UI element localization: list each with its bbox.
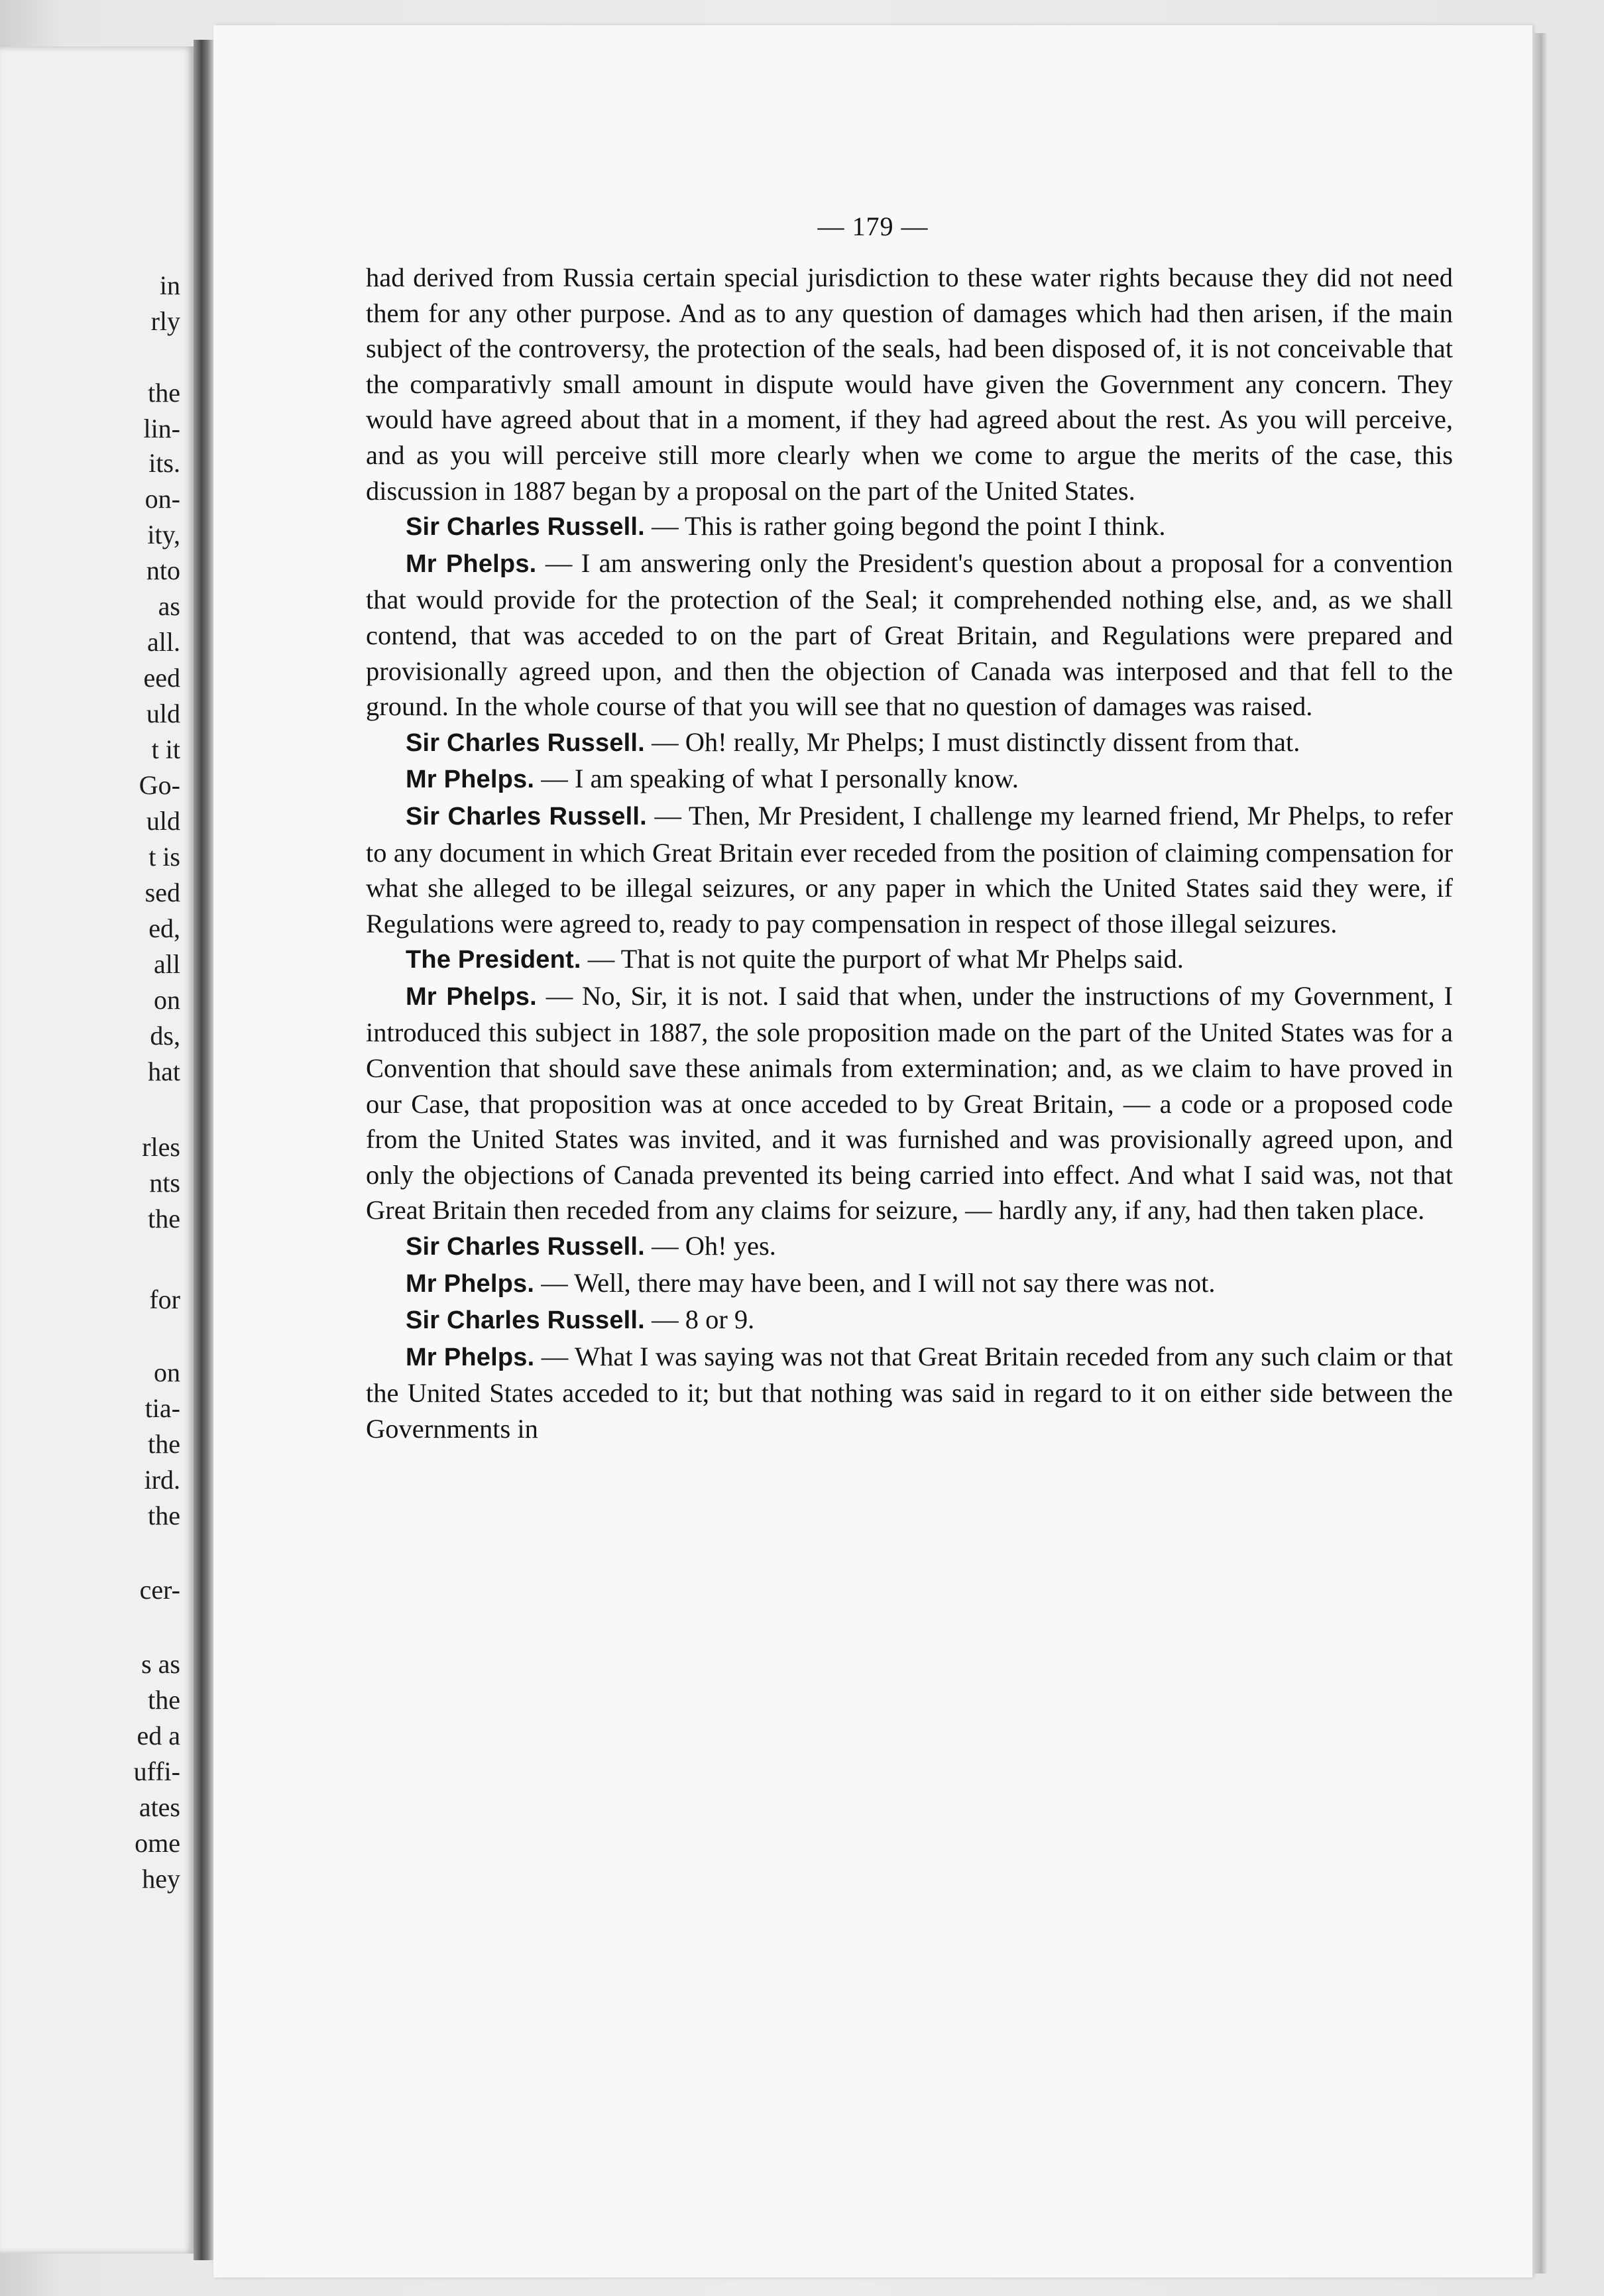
paragraph [366,1228,1453,1265]
facing-page-fragment: hat [148,1057,180,1086]
paragraph [366,798,1453,941]
speaker-name: Mr Phelps. [406,766,535,794]
body-text [366,260,1453,1447]
paragraph-text: — That is not quite the purport of what Mr Phelps said. [581,944,1184,974]
facing-page-fragment: in [159,270,180,300]
paragraph-text: — 8 or 9. [644,1304,755,1335]
facing-page-fragment: sed [144,878,180,907]
speaker-name: Sir Charles Russell. [406,802,647,831]
paragraph [366,260,1453,508]
speaker-name: Mr Phelps. [406,1343,535,1371]
speaker-name: Sir Charles Russell. [406,1306,645,1335]
paragraph [366,1265,1453,1302]
facing-page-fragment: uffi- [133,1756,180,1786]
page-number: — 179 — [817,211,929,241]
paragraph [366,724,1453,762]
facing-page-fragment: lin- [143,414,180,443]
document-page [213,25,1532,2277]
facing-page-fragment: uld [146,806,180,836]
paragraph-text: — What I was saying was not that Great Britain receded from any such claim or that the United States acceded to it; but that nothing was said in regard to it on either side between the Governments in [366,1341,1454,1444]
facing-page-fragment: ird. [144,1465,180,1495]
page-edge [1532,33,1547,2273]
facing-page-fragment: t is [148,842,180,872]
facing-page-fragment: the [148,1204,180,1234]
facing-page-fragment: ds, [150,1021,180,1051]
speaker-name: The President. [406,946,581,974]
paragraph-text: — This is rather going begond the point I think. [644,511,1166,542]
facing-page-fragment: ed a [137,1721,180,1751]
facing-page-fragment: on [154,985,180,1015]
facing-page-fragment: rles [142,1132,180,1162]
paragraph-text: — Oh! yes. [644,1231,776,1261]
facing-page-fragment: rly [150,306,180,336]
paragraph [366,1302,1453,1339]
speaker-name: Mr Phelps. [406,549,537,578]
facing-page-fragment: eed [143,663,180,693]
facing-page-fragment: s as [141,1649,180,1679]
facing-page-fragment: ed, [148,913,180,943]
facing-page-fragment: all [154,949,180,979]
paragraph-text: — I am answering only the President's question about a proposal for a convention that would provide for the protection of the Seal; it comprehended nothing else, and, as we shall contend, that was acceded to on the part of Great Britain, and Regulations were prepared and provisionally agreed upon, and then the objection of Canada was interposed and that fell to the ground. In the whole course of that you will see that no question of damages was raised. [366,547,1454,722]
paragraph [366,508,1453,545]
facing-page-fragment: the [148,1429,180,1459]
paragraph [366,761,1453,798]
paragraph [366,941,1453,978]
book-gutter [194,40,213,2260]
facing-page-fragment: Go- [139,770,180,800]
paragraph-text: — No, Sir, it is not. I said that when, under the instructions of my Government, I introduced this subject in 1887, the sole proposition made on the part of the United States was for a Convention that should save these animals from extermination; and, as we claim to have proved in our Case, that proposition was at once acceded to by Great Britain, — a code or a proposed code from the United States was invited, and it was furnished and was provisionally agreed upon, and only the objections of Canada prevented its being carried into effect. And what I said was, not that Great Britain then receded from any claims for seizure, — hardly any, if any, had then taken place. [366,980,1453,1226]
facing-page-fragment: the [148,1501,180,1530]
paragraph [366,545,1453,724]
facing-page-left [0,46,194,2254]
facing-page-fragment: hey [142,1864,180,1894]
facing-page-fragment: ates [139,1792,180,1822]
facing-page-fragment: ome [135,1828,180,1858]
paragraph-text: — Then, Mr President, I challenge my learned friend, Mr Phelps, to refer to any document in which Great Britain ever receded from the position of claiming compensation for what she alleged to be illegal seizures, or any paper in which the United States said they were, if Regulations were agreed to, ready to pay compensation in respect of those illegal seizures. [366,800,1453,939]
speaker-name: Sir Charles Russell. [406,1233,645,1261]
facing-page-fragment: on- [144,484,180,514]
facing-page-fragment: nto [146,555,180,585]
speaker-name: Sir Charles Russell. [406,513,645,542]
paragraph-text: — Well, there may have been, and I will not say there was not. [534,1267,1216,1298]
facing-page-fragment: nts [149,1168,180,1198]
facing-page-fragment: uld [146,699,180,728]
facing-page-fragment: as [158,591,180,621]
facing-page-fragment: the [148,378,180,408]
facing-page-fragment: t it [151,734,180,764]
paragraph [366,978,1453,1228]
facing-page-fragment: all. [147,627,180,657]
facing-page-text-fragments [0,268,194,1992]
facing-page-fragment: tia- [144,1393,180,1423]
paragraph-text: — Oh! really, Mr Phelps; I must distinctly dissent from that. [644,726,1300,757]
paragraph-text: had derived from Russia certain special jurisdiction to these water rights because they did not need them for any other purpose. And as to any question of damages which had then arisen, if the main subject of the controversy, the protection of the seals, had been disposed of, it is not conceivable that the comparativly small amount in dispute would have given the Government any concern. They would have agreed about that in a moment, if they had agreed about the rest. As you will perceive, and as you will perceive still more clearly when we come to argue the merits of the case, this discussion in 1887 began by a proposal on the part of the United States. [366,262,1453,506]
paragraph-text: — I am speaking of what I personally know. [534,764,1019,794]
facing-page-fragment: ity, [147,520,180,549]
speaker-name: Mr Phelps. [406,982,537,1011]
facing-page-fragment: for [149,1285,180,1314]
facing-page-fragment: its. [148,448,180,478]
facing-page-fragment: on [154,1357,180,1387]
speaker-name: Mr Phelps. [406,1269,535,1298]
paragraph [366,1339,1453,1447]
facing-page-fragment: the [148,1685,180,1715]
facing-page-fragment: cer- [139,1575,180,1605]
speaker-name: Sir Charles Russell. [406,728,645,757]
